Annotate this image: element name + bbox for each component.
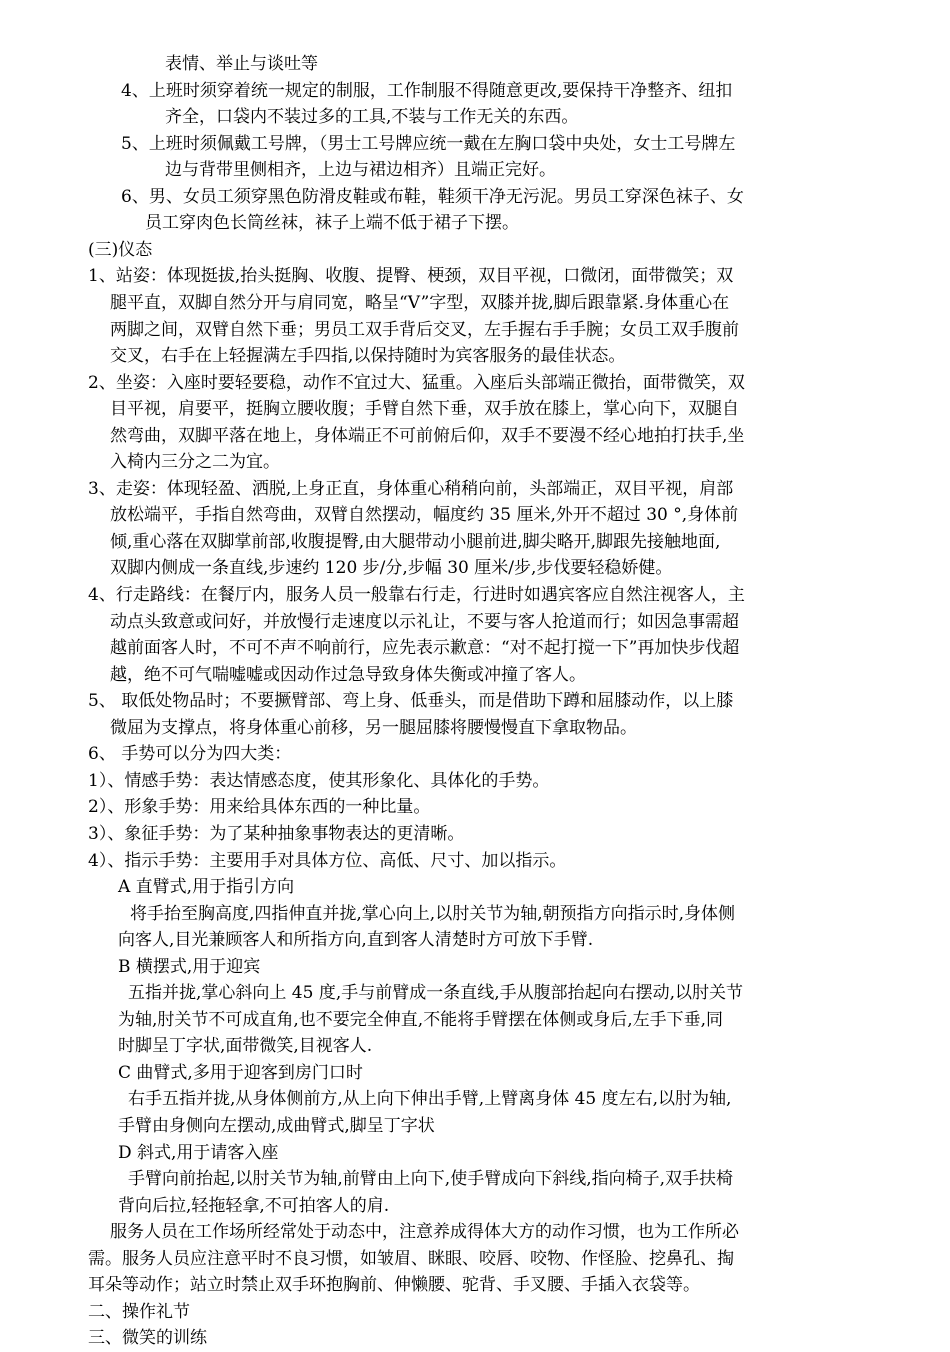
text-line: 向客人,目光兼顾客人和所指方向,直到客人清楚时方可放下手臂.: [118, 930, 594, 951]
text-line: 放松端平，手指自然弯曲，双臂自然摆动，幅度约 35 厘米,外开不超过 30 °,身体前: [110, 505, 739, 526]
text-line: 然弯曲，双脚平落在地上，身体端正不可前俯后仰，双手不要漫不经心地拍打扶手,坐: [110, 425, 745, 446]
text-line: 边与背带里侧相齐，上边与裙边相齐）且端正完好。: [165, 160, 556, 181]
text-line: 3）、象征手势：为了某种抽象事物表达的更清晰。: [88, 823, 465, 844]
text-line: 5、上班时须佩戴工号牌，（男士工号牌应统一戴在左胸口袋中央处，女士工号牌左: [121, 133, 736, 154]
text-line: 服务人员在工作场所经常处于动态中，注意养成得体大方的动作习惯，也为工作所必: [110, 1222, 739, 1243]
text-line: C 曲臂式,多用于迎客到房门口时: [118, 1062, 363, 1083]
text-line: 6、男、女员工须穿黑色防滑皮鞋或布鞋，鞋须干净无污泥。男员工穿深色袜子、女: [121, 186, 744, 207]
text-line: 1、站姿：体现挺拔,抬头挺胸、收腹、提臀、梗颈，双目平视，口微闭，面带微笑；双: [88, 266, 734, 287]
text-line: 手臂向前抬起,以肘关节为轴,前臂由上向下,使手臂成向下斜线,指向椅子,双手扶椅: [128, 1169, 734, 1190]
text-line: 双脚内侧成一条直线,步速约 120 步/分,步幅 30 厘米/步,步伐要轻稳娇健。: [110, 558, 673, 579]
text-line: 员工穿肉色长筒丝袜，袜子上端不低于裙子下摆。: [145, 213, 519, 234]
text-line: 两脚之间，双臂自然下垂；男员工双手背后交叉，左手握右手手腕；女员工双手腹前: [110, 319, 739, 340]
text-line: 为轴,肘关节不可成直角,也不要完全伸直,不能将手臂摆在体侧或身后,左手下垂,同: [118, 1009, 724, 1030]
text-line: A 直臂式,用于指引方向: [118, 877, 295, 898]
text-line: 腿平直，双脚自然分开与肩同宽，略呈“V”字型，双膝并拢,脚后跟靠紧.身体重心在: [110, 292, 730, 313]
text-line: 4、行走路线：在餐厅内，服务人员一般靠右行走，行进时如遇宾客应自然注视客人，主: [88, 585, 745, 605]
text-line: 越前面客人时，不可不声不响前行，应先表示歉意：“对不起打搅一下”再加快步伐超: [110, 638, 740, 659]
text-line: 五指并拢,掌心斜向上 45 度,手与前臂成一条直线,手从腹部抬起向右摆动,以肘关节: [128, 983, 744, 1004]
text-line: (三)仪态: [88, 239, 153, 260]
text-line: 4）、指示手势：主要用手对具体方位、高低、尺寸、加以指示。: [88, 850, 567, 871]
text-line: 背向后拉,轻拖轻拿,不可拍客人的肩.: [118, 1195, 390, 1216]
text-line: 将手抬至胸高度,四指伸直并拢,掌心向上,以肘关节为轴,朝预指方向指示时,身体侧: [130, 903, 736, 924]
text-line: 齐全，口袋内不装过多的工具,不装与工作无关的东西。: [165, 107, 579, 128]
text-line: 5、 取低处物品时；不要撅臂部、弯上身、低垂头，而是借助下蹲和屈膝动作，以上膝: [88, 691, 734, 712]
text-line: 交叉，右手在上轻握满左手四指,以保持随时为宾客服务的最佳状态。: [110, 346, 626, 367]
text-line: 耳朵等动作；站立时禁止双手环抱胸前、伸懒腰、驼背、手叉腰、手插入衣袋等。: [88, 1275, 700, 1296]
text-line: 动点头致意或问好，并放慢行走速度以示礼让，不要与客人抢道而行；如因急事需超: [110, 611, 739, 632]
text-line: 2）、形象手势：用来给具体东西的一种比量。: [88, 797, 431, 818]
text-line: 3、走姿：体现轻盈、洒脱,上身正直，身体重心稍稍向前，头部端正，双目平视，肩部: [88, 478, 734, 499]
text-line: 表情、举止与谈吐等: [165, 54, 318, 74]
text-line: 1）、情感手势：表达情感态度，使其形象化、具体化的手势。: [88, 770, 550, 791]
text-line: 越，绝不可气喘嘘嘘或因动作过急导致身体失衡或冲撞了客人。: [110, 664, 586, 685]
text-line: 手臂由身侧向左摆动,成曲臂式,脚呈丁字状: [118, 1116, 435, 1136]
text-line: 2、坐姿：入座时要轻要稳，动作不宜过大、猛重。入座后头部端正微抬，面带微笑，双: [88, 372, 745, 393]
text-line: D 斜式,用于请客入座: [118, 1142, 279, 1163]
text-line: 时脚呈丁字状,面带微笑,目视客人.: [118, 1036, 373, 1057]
text-line: 微屈为支撑点，将身体重心前移，另一腿屈膝将腰慢慢直下拿取物品。: [110, 717, 637, 738]
text-line: 右手五指并拢,从身体侧前方,从上向下伸出手臂,上臂离身体 45 度左右,以肘为轴,: [128, 1089, 732, 1110]
text-line: B 横摆式,用于迎宾: [118, 956, 261, 977]
text-line: 目平视，肩要平，挺胸立腰收腹；手臂自然下垂，双手放在膝上，掌心向下，双腿自: [110, 399, 739, 420]
text-line: 4、上班时须穿着统一规定的制服，工作制服不得随意更改,要保持干净整齐、纽扣: [121, 80, 733, 101]
text-line: 入椅内三分之二为宜。: [110, 452, 280, 473]
text-line: 6、 手势可以分为四大类：: [88, 744, 292, 765]
text-line: 二、操作礼节: [88, 1301, 190, 1322]
text-line: 三、微笑的训练: [88, 1328, 207, 1349]
text-line: 需。服务人员应注意平时不良习惯，如皱眉、眯眼、咬唇、咬物、作怪脸、挖鼻孔、掏: [88, 1248, 734, 1269]
text-line: 倾,重心落在双脚掌前部,收腹提臀,由大腿带动小腿前进,脚尖略开,脚跟先接触地面,: [110, 531, 721, 552]
